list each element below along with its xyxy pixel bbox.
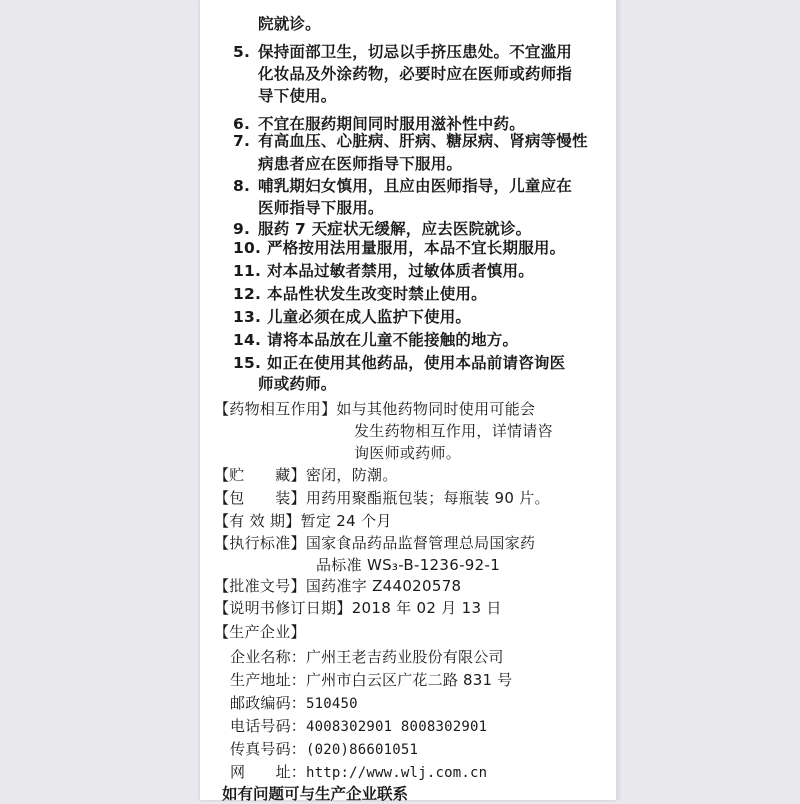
validity-value: 暂定 24 个月 [300, 512, 392, 530]
warning-11: 11. 对本品过敏者禁用，过敏体质者慎用。 [233, 262, 534, 280]
package-label: 【包 装】 [214, 489, 306, 507]
standard-section [214, 533, 535, 553]
enterprise-website: 网 址：http://www.wlj.com.cn [230, 763, 488, 781]
enterprise-fax: 传真号码：(020)86601051 [230, 740, 419, 758]
warning-8-line-2: 医师指导下服用。 [258, 199, 384, 217]
revision-section [214, 598, 502, 618]
interaction-line-1: 如与其他药物同时使用可能会 [336, 400, 536, 418]
approval-value: 国药准字 Z44020578 [305, 577, 462, 595]
warning-15: 15. 如正在使用其他药品，使用本品前请咨询医 [233, 354, 566, 372]
validity-section [214, 511, 392, 531]
manufacturer-label: 【生产企业】 [214, 623, 306, 641]
warning-5-line-3: 导下使用。 [258, 87, 337, 105]
approval-section [214, 576, 461, 596]
enterprise-address: 生产地址：广州市白云区广花二路 831 号 [230, 671, 513, 689]
standard-line-2: 品标准 WS₃-B-1236-92-1 [316, 556, 501, 574]
revision-value: 2018 年 02 月 13 日 [351, 599, 502, 617]
standard-label: 【执行标准】 [214, 534, 306, 552]
interaction-section [214, 399, 535, 419]
leaflet-edge [616, 0, 624, 800]
contact-footer: 如有问题可与生产企业联系 [222, 785, 409, 803]
warning-10: 10. 严格按用法用量服用，本品不宜长期服用。 [233, 239, 566, 257]
storage-section [214, 465, 398, 485]
warning-6: 6. 不宜在服药期间同时服用滋补性中药。 [233, 115, 525, 133]
package-section [214, 488, 550, 508]
standard-line-1: 国家食品药品监督管理总局国家药 [305, 534, 536, 552]
warning-15-line-2: 师或药师。 [258, 375, 337, 393]
package-value: 用药用聚酯瓶包装；每瓶装 90 片。 [305, 489, 550, 507]
warning-5: 5. 保持面部卫生，切忌以手挤压患处。不宜滥用 [233, 43, 573, 61]
storage-label: 【贮 藏】 [214, 466, 306, 484]
interaction-line-3: 询医师或药师。 [354, 444, 462, 462]
validity-label: 【有 效 期】 [214, 512, 301, 530]
interaction-line-2: 发生药物相互作用，详情请咨 [354, 422, 553, 440]
warning-12: 12. 本品性状发生改变时禁止使用。 [233, 285, 487, 303]
warning-14: 14. 请将本品放在儿童不能接触的地方。 [233, 331, 519, 349]
enterprise-postcode: 邮政编码：510450 [230, 694, 358, 712]
enterprise-name: 企业名称：广州王老吉药业股份有限公司 [230, 648, 504, 666]
warning-13: 13. 儿童必须在成人监护下使用。 [233, 308, 472, 326]
warning-9: 9. 服药 7 天症状无缓解，应去医院就诊。 [233, 220, 532, 238]
warning-7-line-2: 病患者应在医师指导下服用。 [258, 155, 463, 173]
storage-value: 密闭，防潮。 [305, 466, 398, 484]
revision-label: 【说明书修订日期】 [214, 599, 352, 617]
warning-5-line-2: 化妆品及外涂药物，必要时应在医师或药师指 [258, 65, 573, 83]
enterprise-phone: 电话号码：4008302901 8008302901 [230, 717, 488, 735]
approval-label: 【批准文号】 [214, 577, 306, 595]
warning-8: 8. 哺乳期妇女慎用，且应由医师指导，儿童应在 [233, 177, 573, 195]
warning-7: 7. 有高血压、心脏病、肝病、糖尿病、肾病等慢性 [233, 132, 588, 150]
warning-4-continued: 院就诊。 [258, 15, 321, 33]
interaction-label: 【药物相互作用】 [214, 400, 337, 418]
